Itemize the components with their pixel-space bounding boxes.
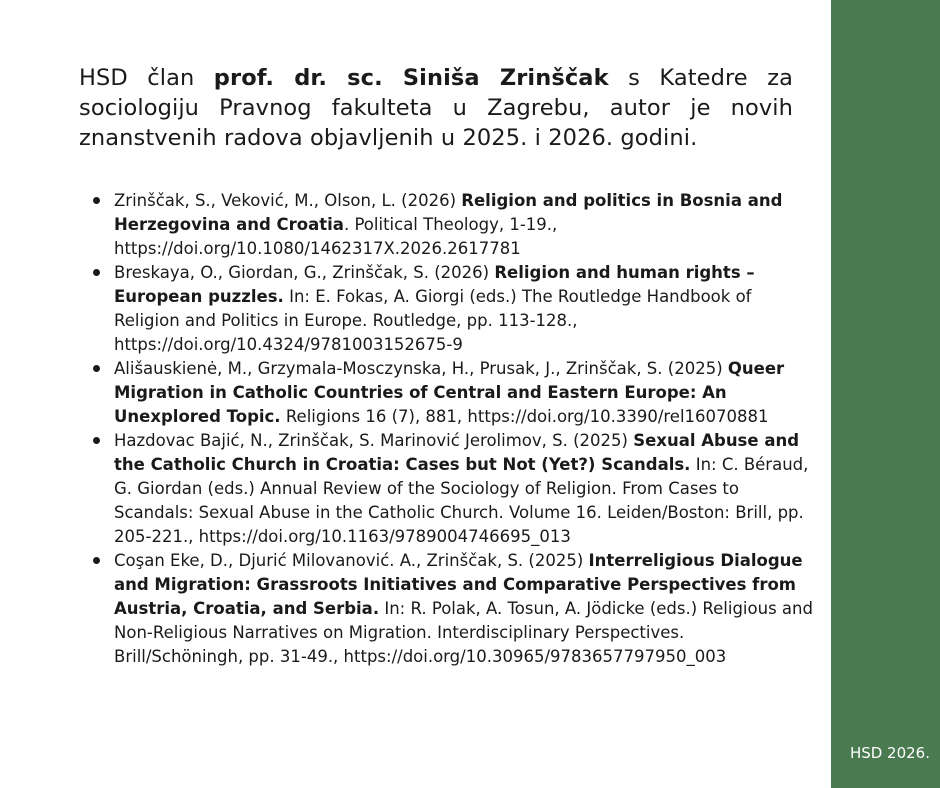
reference-authors: Hazdovac Bajić, N., Zrinščak, S. Marinović Jerolimov, S. (2025)	[114, 431, 634, 450]
reference-details: In: R. Polak, A. Tosun, A. Jödicke (eds.) Religious and Non-Religious Narratives on Migration. Interdisciplinary Perspectives. Brill/Schöningh, pp. 31-49., https://doi.org/10.30965/9783657797950_003	[114, 599, 813, 666]
reference-item	[114, 429, 814, 549]
reference-title: Religion and human rights – European puzzles.	[114, 263, 755, 306]
reference-details: In: C. Béraud, G. Giordan (eds.) Annual Review of the Sociology of Religion. From Cases to Scandals: Sexual Abuse in the Catholic Church. Volume 16. Leiden/Boston: Brill, pp. 205-221., https://doi.org/10.1163/9789004746695_013	[114, 455, 809, 546]
reference-authors: Zrinščak, S., Veković, M., Olson, L. (2026)	[114, 191, 462, 210]
intro-suffix: s Katedre za sociologiju Pravnog fakulteta u Zagrebu, autor je novih znanstvenih radova objavljenih u 2025. i 2026. godini.	[79, 65, 793, 151]
reference-item	[114, 357, 814, 429]
author-name: prof. dr. sc. Siniša Zrinščak	[213, 65, 609, 91]
reference-item	[114, 189, 814, 261]
reference-title: Queer Migration in Catholic Countries of Central and Eastern Europe: An Unexplored Topic.	[114, 359, 785, 426]
reference-details: Religions 16 (7), 881, https://doi.org/10.3390/rel16070881	[280, 407, 769, 426]
reference-authors: Ališauskienė, M., Grzymala-Mosczynska, H., Prusak, J., Zrinščak, S. (2025)	[114, 359, 728, 378]
reference-item	[114, 549, 814, 669]
reference-title: Religion and politics in Bosnia and Herzegovina and Croatia	[114, 191, 783, 234]
reference-item	[114, 261, 814, 357]
reference-list	[114, 189, 814, 669]
sidebar-year-label: HSD 2026.	[849, 744, 930, 762]
reference-details: In: E. Fokas, A. Giorgi (eds.) The Routledge Handbook of Religion and Politics in Europe. Routledge, pp. 113-128., https://doi.org/10.4324/9781003152675-9	[114, 287, 752, 354]
reference-authors: Coşan Eke, D., Djurić Milovanović. A., Zrinščak, S. (2025)	[114, 551, 589, 570]
green-sidebar	[831, 0, 940, 788]
reference-authors: Breskaya, O., Giordan, G., Zrinščak, S. (2026)	[114, 263, 495, 282]
reference-title: Sexual Abuse and the Catholic Church in Croatia: Cases but Not (Yet?) Scandals.	[114, 431, 800, 474]
reference-title: Interreligious Dialogue and Migration: Grassroots Initiatives and Comparative Perspectives from Austria, Croatia, and Serbia.	[114, 551, 803, 618]
intro-paragraph	[79, 63, 793, 153]
reference-details: . Political Theology, 1-19., https://doi.org/10.1080/1462317X.2026.2617781	[114, 215, 558, 258]
intro-prefix: HSD član	[79, 65, 214, 91]
